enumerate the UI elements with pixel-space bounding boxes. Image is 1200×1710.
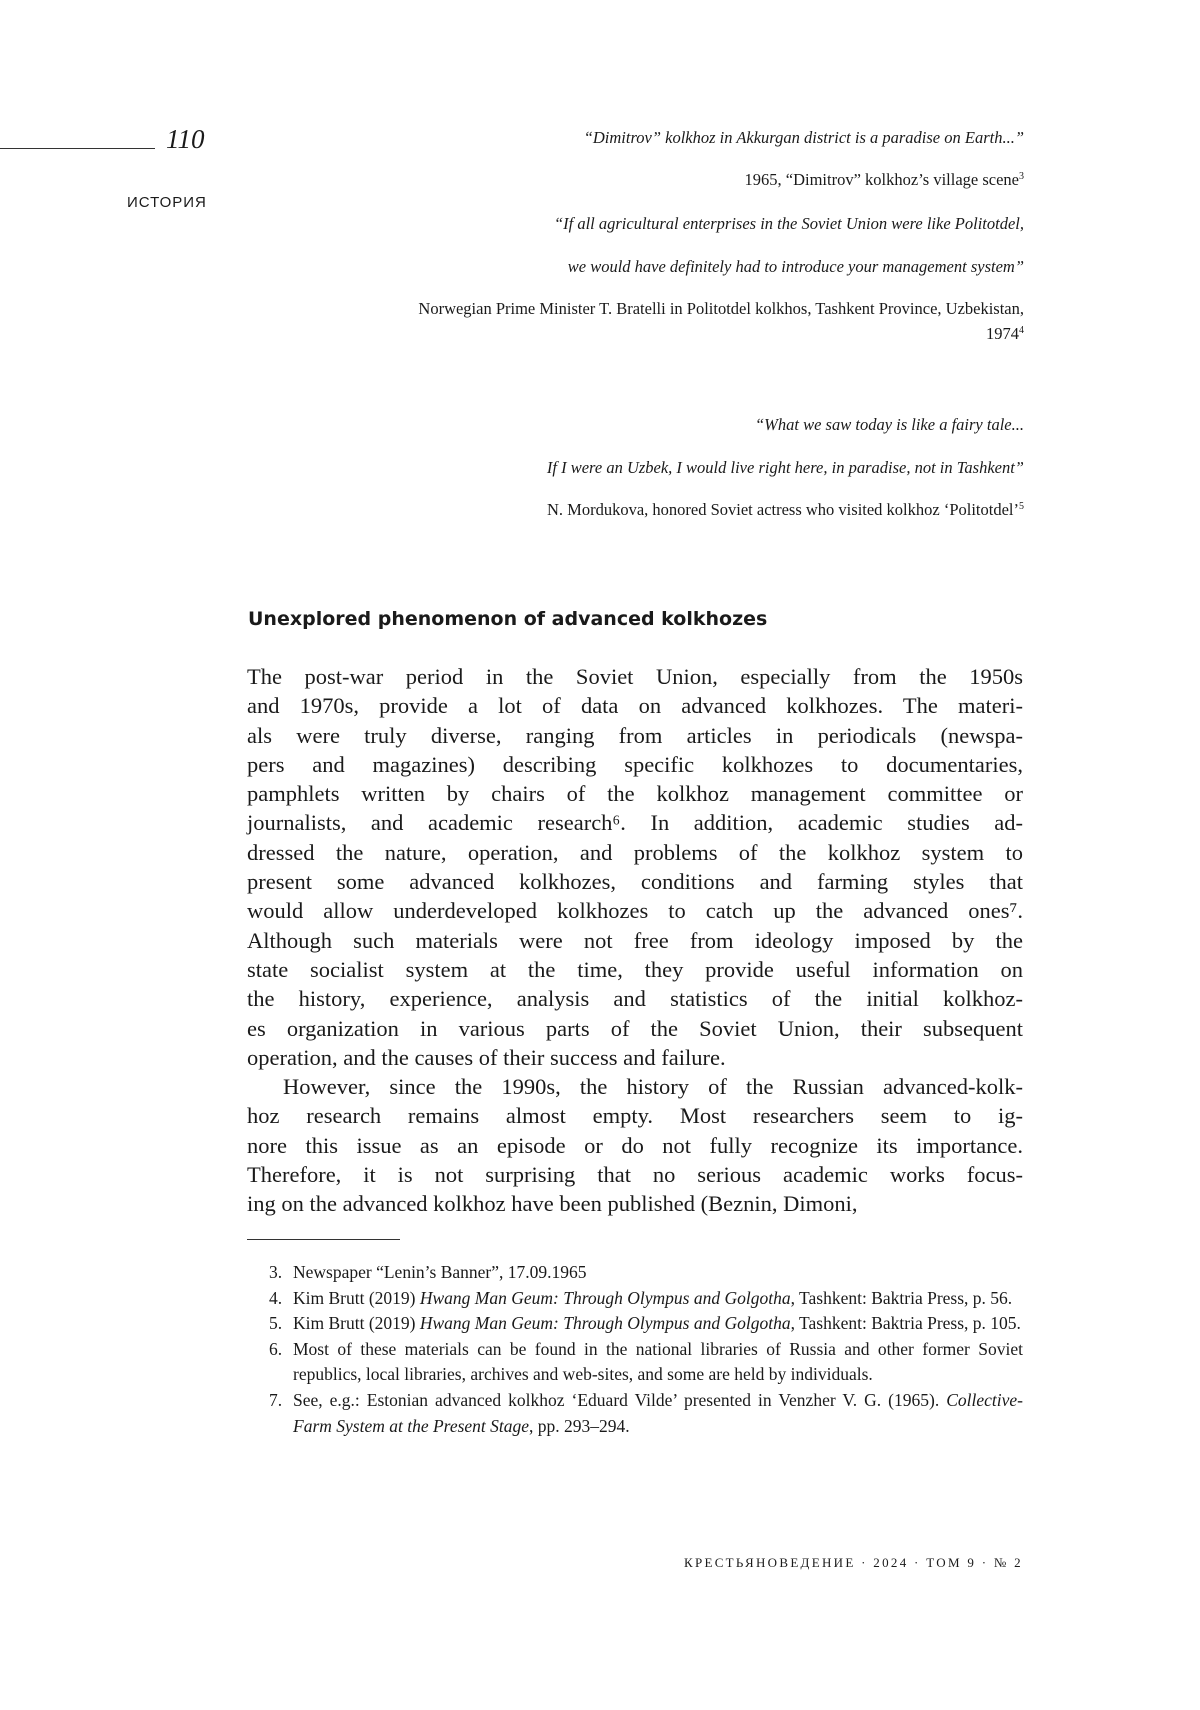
body-line: state socialist system at the time, they provide useful information on <box>247 955 1023 984</box>
footnote-number: 4. <box>269 1286 282 1312</box>
journal-footer: КРЕСТЬЯНОВЕДЕНИЕ · 2024 · ТОМ 9 · № 2 <box>684 1555 1023 1571</box>
footnote-text: Most of these materials can be found in the national libraries of Russia and other former Soviet republics, local libraries, archives and web-sites, and some are held by individuals. <box>293 1339 1023 1385</box>
footnote <box>293 1337 1023 1388</box>
page-number: 110 <box>166 124 205 155</box>
body-line: operation, and the causes of their success and failure. <box>247 1043 1023 1072</box>
footnote <box>293 1388 1023 1439</box>
epigraph-quote: “Dimitrov” kolkhoz in Akkurgan district is a paradise on Earth...” <box>584 128 1024 148</box>
footnote-text: Newspaper “Lenin’s Banner”, 17.09.1965 <box>293 1262 587 1282</box>
footnote-number: 3. <box>269 1260 282 1286</box>
body-line: nore this issue as an episode or do not fully recognize its importance. <box>247 1131 1023 1160</box>
body-line: present some advanced kolkhozes, conditions and farming styles that <box>247 867 1023 896</box>
body-line: pers and magazines) describing specific kolkhozes to documentaries, <box>247 750 1023 779</box>
footnote-text: , pp. 293–294. <box>529 1416 630 1436</box>
footnote-rule <box>247 1239 400 1240</box>
footnote-title: Collective-Farm System at the Present Stage <box>293 1390 1023 1436</box>
body-line: ing on the advanced kolkhoz have been published (Beznin, Dimoni, <box>247 1189 1023 1218</box>
footnote <box>293 1260 1023 1286</box>
footnote-title: Hwang Man Geum: Through Olympus and Golgotha <box>420 1313 791 1333</box>
body-text <box>247 662 1023 1219</box>
footnote-text: , Tashkent: Baktria Press, p. 56. <box>791 1288 1013 1308</box>
footnote-text: Kim Brutt (2019) <box>293 1288 420 1308</box>
section-label: ИСТОРИЯ <box>127 194 207 211</box>
footnote-text: Kim Brutt (2019) <box>293 1313 420 1333</box>
body-line: However, since the 1990s, the history of the Russian advanced-kolk- <box>247 1072 1023 1101</box>
footnote-text: See, e.g.: Estonian advanced kolkhoz ‘Eduard Vilde’ presented in Venzher V. G. (1965). <box>293 1390 946 1410</box>
footnote-title: Hwang Man Geum: Through Olympus and Golgotha <box>420 1288 791 1308</box>
header-rule <box>0 148 155 149</box>
footnotes <box>293 1260 1023 1439</box>
footnote <box>293 1311 1023 1337</box>
epigraph-quote: “If all agricultural enterprises in the Soviet Union were like Politotdel, <box>554 214 1024 234</box>
body-line: would allow underdeveloped kolkhozes to catch up the advanced ones⁷. <box>247 896 1023 925</box>
epigraph-source: N. Mordukova, honored Soviet actress who visited kolkhoz ‘Politotdel’5 <box>547 500 1024 520</box>
footnote-text: , Tashkent: Baktria Press, p. 105. <box>791 1313 1021 1333</box>
footnote-number: 6. <box>269 1337 282 1363</box>
epigraph-source: 1965, “Dimitrov” kolkhoz’s village scene3 <box>745 170 1024 190</box>
body-line: als were truly diverse, ranging from articles in periodicals (newspa- <box>247 721 1023 750</box>
body-line: and 1970s, provide a lot of data on advanced kolkhozes. The materi- <box>247 691 1023 720</box>
epigraph-source: 19744 <box>986 324 1024 344</box>
epigraph-source: Norwegian Prime Minister T. Bratelli in Politotdel kolkhos, Tashkent Province, Uzbekistan, <box>418 299 1024 319</box>
body-line: The post-war period in the Soviet Union, especially from the 1950s <box>247 662 1023 691</box>
body-line: the history, experience, analysis and statistics of the initial kolkhoz- <box>247 984 1023 1013</box>
body-line: pamphlets written by chairs of the kolkhoz management committee or <box>247 779 1023 808</box>
epigraph-quote: If I were an Uzbek, I would live right here, in paradise, not in Tashkent” <box>547 458 1024 478</box>
body-line: journalists, and academic research⁶. In addition, academic studies ad- <box>247 808 1023 837</box>
epigraph-quote: we would have definitely had to introduce your management system” <box>568 257 1024 277</box>
body-line: Therefore, it is not surprising that no serious academic works focus- <box>247 1160 1023 1189</box>
epigraph-quote: “What we saw today is like a fairy tale... <box>755 415 1024 435</box>
body-line: hoz research remains almost empty. Most researchers seem to ig- <box>247 1101 1023 1130</box>
body-line: dressed the nature, operation, and problems of the kolkhoz system to <box>247 838 1023 867</box>
footnote-number: 7. <box>269 1388 282 1414</box>
body-line: es organization in various parts of the Soviet Union, their subsequent <box>247 1014 1023 1043</box>
body-line: Although such materials were not free from ideology imposed by the <box>247 926 1023 955</box>
section-heading: Unexplored phenomenon of advanced kolkhozes <box>248 608 767 630</box>
footnote <box>293 1286 1023 1312</box>
footnote-number: 5. <box>269 1311 282 1337</box>
